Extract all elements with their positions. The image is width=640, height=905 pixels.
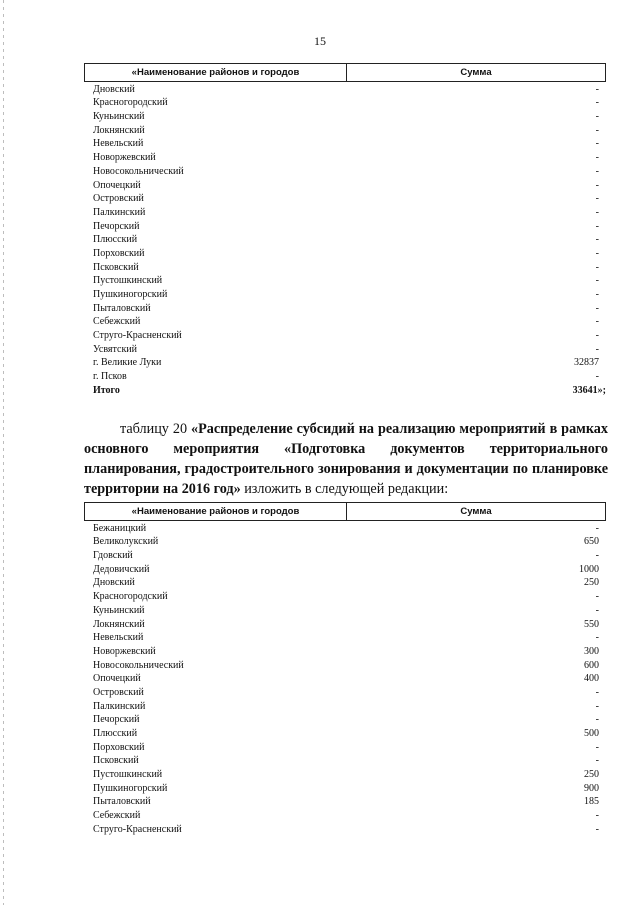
table-row — [84, 150, 606, 164]
paragraph-bold-title: «Распределение субсидий на реализацию мероприятий в рамках основного мероприятия «Подготовка документов территориального планирования, градостроительного зонирования и документации по планировке территории на 2016 год» — [84, 421, 608, 497]
district-name: Невельский — [93, 632, 144, 644]
district-name: Плюсский — [93, 234, 138, 246]
district-name: Пыталовский — [93, 302, 151, 314]
district-sum: - — [595, 522, 599, 534]
district-name: Бежаницкий — [93, 522, 147, 534]
scan-edge-artifact — [3, 0, 4, 905]
table-row — [84, 603, 606, 617]
district-name: Пушкиногорский — [93, 782, 168, 794]
district-sum: - — [595, 220, 599, 232]
table-row — [84, 535, 606, 549]
table-row — [84, 672, 606, 686]
district-name: г. Псков — [93, 371, 127, 383]
table-row — [84, 137, 606, 151]
district-name: Дновский — [93, 577, 135, 589]
paragraph-lead: таблицу 20 — [120, 421, 191, 437]
table-row — [84, 781, 606, 795]
district-sum: 400 — [584, 673, 599, 685]
district-sum: - — [595, 604, 599, 616]
table-2-header — [84, 502, 606, 521]
table-2-header-sum: Сумма — [460, 506, 492, 517]
paragraph-tail: изложить в следующей редакции: — [240, 481, 449, 497]
district-sum: - — [595, 330, 599, 342]
district-name: Пыталовский — [93, 796, 151, 808]
table-row — [84, 699, 606, 713]
table-row — [84, 96, 606, 110]
district-sum: - — [595, 316, 599, 328]
district-name: Локнянский — [93, 124, 145, 136]
district-sum: 600 — [584, 659, 599, 671]
district-name: Порховский — [93, 247, 145, 259]
district-name: Новосокольнический — [93, 659, 184, 671]
district-sum: - — [595, 550, 599, 562]
district-sum: - — [595, 247, 599, 259]
table-row — [84, 342, 606, 356]
district-name: Пустошкинский — [93, 769, 163, 781]
table-row — [84, 123, 606, 137]
district-name: Псковский — [93, 261, 139, 273]
district-name: Новосокольнический — [93, 165, 184, 177]
table-row — [84, 631, 606, 645]
district-name: Печорский — [93, 220, 140, 232]
table-row — [84, 164, 606, 178]
district-name: Струго-Красненский — [93, 330, 182, 342]
district-sum: - — [595, 741, 599, 753]
district-sum: - — [595, 755, 599, 767]
table-row — [84, 767, 606, 781]
table-row — [84, 726, 606, 740]
district-name: Себежский — [93, 316, 141, 328]
table-row — [84, 548, 606, 562]
table-row — [84, 233, 606, 247]
table-1-total-row — [84, 383, 606, 397]
district-sum: - — [595, 700, 599, 712]
district-name: Усвятский — [93, 343, 137, 355]
district-name: Островский — [93, 686, 144, 698]
district-sum: 900 — [584, 782, 599, 794]
district-sum: - — [595, 275, 599, 287]
district-name: Красногородский — [93, 97, 168, 109]
district-sum: - — [595, 289, 599, 300]
district-name: Пустошкинский — [93, 275, 163, 287]
district-name: Невельский — [93, 138, 144, 150]
table-row — [84, 219, 606, 233]
district-sum: - — [595, 714, 599, 726]
table-row — [84, 315, 606, 329]
table-row — [84, 301, 606, 315]
table-row — [84, 658, 606, 672]
district-name: Великолукский — [93, 536, 159, 548]
district-name: Себежский — [93, 810, 141, 822]
table-1-total-value: 33641»; — [572, 384, 606, 396]
page-number: 15 — [314, 34, 326, 48]
table-row — [84, 685, 606, 699]
district-sum: 1000 — [579, 563, 599, 575]
district-name: Куньинский — [93, 604, 145, 616]
district-sum: 300 — [584, 645, 599, 657]
district-sum: - — [595, 138, 599, 150]
district-name: Пушкиногорский — [93, 289, 168, 300]
district-sum: - — [595, 302, 599, 314]
table-1-header-sum: Сумма — [460, 67, 492, 78]
district-name: Куньинский — [93, 111, 145, 123]
district-sum: - — [595, 83, 599, 95]
table-row — [84, 822, 606, 836]
district-sum: - — [595, 234, 599, 246]
table-row — [84, 754, 606, 768]
table-1-header-name: «Наименование районов и городов — [85, 64, 347, 81]
table-row — [84, 713, 606, 727]
table-row — [84, 192, 606, 206]
district-name: г. Великие Луки — [93, 357, 162, 369]
district-name: Новоржевский — [93, 645, 156, 657]
district-name: Опочецкий — [93, 179, 141, 191]
district-name: Опочецкий — [93, 673, 141, 685]
district-sum: 550 — [584, 618, 599, 630]
table-row — [84, 562, 606, 576]
district-name: Плюсский — [93, 728, 138, 739]
table-2-header-name: «Наименование районов и городов — [85, 503, 347, 520]
district-name: Островский — [93, 193, 144, 205]
district-sum: 32837 — [574, 357, 599, 369]
table-row — [84, 287, 606, 301]
district-sum: - — [595, 124, 599, 136]
district-sum: - — [595, 111, 599, 123]
table-row — [84, 369, 606, 383]
district-name: Палкинский — [93, 700, 146, 712]
table-row — [84, 589, 606, 603]
district-name: Новоржевский — [93, 152, 156, 164]
district-sum: - — [595, 343, 599, 355]
district-sum: - — [595, 193, 599, 205]
district-name: Гдовский — [93, 550, 133, 562]
table-row — [84, 521, 606, 535]
table-row — [84, 260, 606, 274]
table-row — [84, 576, 606, 590]
district-sum: - — [595, 179, 599, 191]
district-sum: - — [595, 632, 599, 644]
district-sum: 250 — [584, 769, 599, 781]
district-name: Красногородский — [93, 591, 168, 603]
district-sum: - — [595, 686, 599, 698]
district-name: Дновский — [93, 83, 135, 95]
district-name: Псковский — [93, 755, 139, 767]
table-row — [84, 178, 606, 192]
table-row — [84, 356, 606, 370]
district-sum: 500 — [584, 728, 599, 739]
district-name: Струго-Красненский — [93, 823, 182, 835]
table-1-body — [84, 82, 606, 383]
district-sum: - — [595, 165, 599, 177]
table-row — [84, 82, 606, 96]
district-name: Порховский — [93, 741, 145, 753]
district-sum: - — [595, 810, 599, 822]
district-sum: - — [595, 823, 599, 835]
table-row — [84, 246, 606, 260]
table-2-body — [84, 521, 606, 836]
table-row — [84, 109, 606, 123]
district-name: Локнянский — [93, 618, 145, 630]
district-sum: - — [595, 261, 599, 273]
district-sum: - — [595, 591, 599, 603]
table-1-total-label: Итого — [93, 384, 120, 396]
table-row — [84, 328, 606, 342]
table-1-header — [84, 63, 606, 82]
district-name: Дедовичский — [93, 563, 150, 575]
table-row — [84, 617, 606, 631]
district-sum: - — [595, 206, 599, 218]
table-2 — [84, 502, 606, 836]
table-row — [84, 274, 606, 288]
table-row — [84, 740, 606, 754]
district-sum: 250 — [584, 577, 599, 589]
district-sum: - — [595, 97, 599, 109]
district-sum: 185 — [584, 796, 599, 808]
district-name: Печорский — [93, 714, 140, 726]
table-row — [84, 795, 606, 809]
district-sum: - — [595, 371, 599, 383]
amendment-paragraph — [84, 419, 608, 499]
table-row — [84, 644, 606, 658]
district-sum: - — [595, 152, 599, 164]
table-row — [84, 808, 606, 822]
district-name: Палкинский — [93, 206, 146, 218]
table-row — [84, 205, 606, 219]
district-sum: 650 — [584, 536, 599, 548]
table-1 — [84, 63, 606, 397]
